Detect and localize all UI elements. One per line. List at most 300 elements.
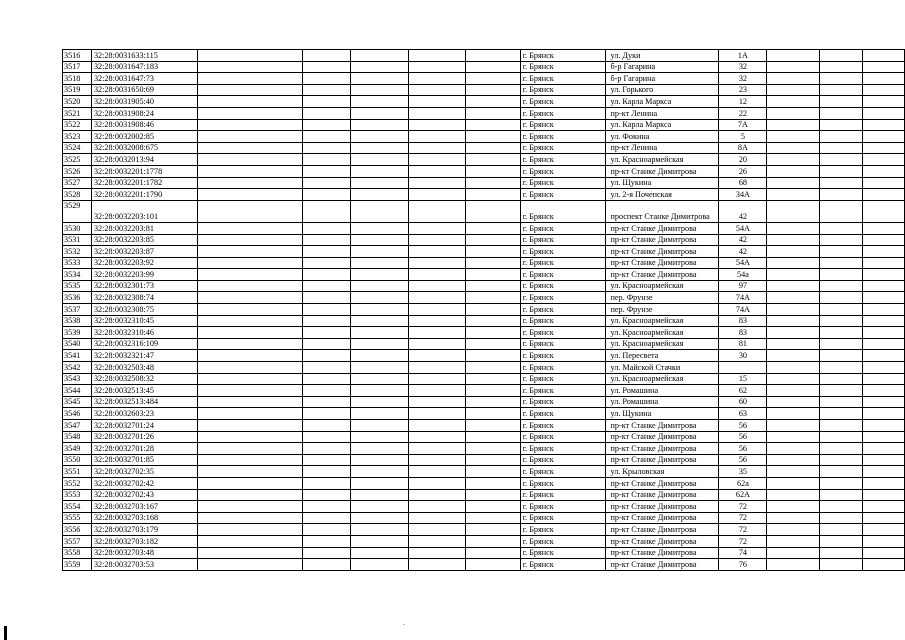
empty-cell: [767, 280, 820, 292]
street-cell: б-р Гагарина: [605, 61, 719, 73]
house-number-cell: 74А: [719, 292, 767, 304]
empty-cell: [409, 189, 466, 201]
row-number-cell: 3549: [63, 443, 92, 455]
empty-cell: [409, 443, 466, 455]
cadastral-number-cell: 32:28:0032301:73: [91, 280, 197, 292]
empty-cell: [197, 431, 303, 443]
empty-cell: [409, 292, 466, 304]
empty-cell: [303, 547, 351, 559]
cadastral-number-cell: 32:28:0032002:85: [91, 131, 197, 143]
empty-cell: [303, 327, 351, 339]
empty-cell: [820, 512, 863, 524]
house-number-cell: [719, 362, 767, 374]
row-number-cell: 3545: [63, 396, 92, 408]
empty-cell: [409, 107, 466, 119]
street-cell: пр-кт Станке Димитрова: [605, 246, 719, 258]
city-cell: г. Брянск: [520, 246, 605, 258]
empty-cell: [409, 338, 466, 350]
empty-cell: [465, 547, 520, 559]
row-number-cell: 3559: [63, 559, 92, 571]
city-cell: г. Брянск: [520, 222, 605, 234]
empty-cell: [409, 119, 466, 131]
street-cell: ул. Красноармейская: [605, 338, 719, 350]
empty-cell: [351, 559, 409, 571]
cadastral-number-cell: 32:28:0032701:28: [91, 443, 197, 455]
street-cell: пр-кт Станке Димитрова: [605, 489, 719, 501]
street-cell: пр-кт Станке Димитрова: [605, 234, 719, 246]
street-cell: ул. Карла Маркса: [605, 96, 719, 108]
empty-cell: [197, 396, 303, 408]
table-row: [63, 396, 905, 408]
city-cell: г. Брянск: [520, 84, 605, 96]
empty-cell: [303, 280, 351, 292]
house-number-cell: 72: [719, 524, 767, 536]
empty-cell: [820, 107, 863, 119]
street-cell: пр-кт Станке Димитрова: [605, 535, 719, 547]
empty-cell: [351, 512, 409, 524]
empty-cell: [767, 107, 820, 119]
empty-cell: [820, 269, 863, 281]
table-row: [63, 373, 905, 385]
house-number-cell: 56: [719, 443, 767, 455]
house-number-cell: 7А: [719, 119, 767, 131]
empty-cell: [351, 200, 409, 222]
empty-cell: [863, 315, 905, 327]
empty-cell: [767, 189, 820, 201]
row-number-cell: 3556: [63, 524, 92, 536]
empty-cell: [303, 61, 351, 73]
street-cell: ул. Крыловская: [605, 466, 719, 478]
empty-cell: [820, 234, 863, 246]
house-number-cell: 62А: [719, 489, 767, 501]
table-row: [63, 142, 905, 154]
empty-cell: [767, 327, 820, 339]
empty-cell: [409, 431, 466, 443]
empty-cell: [409, 489, 466, 501]
city-cell: г. Брянск: [520, 61, 605, 73]
empty-cell: [303, 292, 351, 304]
house-number-cell: 35: [719, 466, 767, 478]
table-row: [63, 304, 905, 316]
empty-cell: [767, 547, 820, 559]
empty-cell: [820, 257, 863, 269]
row-number-cell: 3517: [63, 61, 92, 73]
empty-cell: [197, 338, 303, 350]
empty-cell: [863, 338, 905, 350]
empty-cell: [197, 61, 303, 73]
empty-cell: [767, 257, 820, 269]
empty-cell: [409, 154, 466, 166]
empty-cell: [303, 535, 351, 547]
empty-cell: [351, 61, 409, 73]
empty-cell: [351, 119, 409, 131]
cadastral-number-cell: 32:28:0031647:183: [91, 61, 197, 73]
empty-cell: [767, 396, 820, 408]
empty-cell: [820, 200, 863, 222]
cadastral-number-cell: 32:28:0032603:23: [91, 408, 197, 420]
empty-cell: [409, 385, 466, 397]
house-number-cell: 20: [719, 154, 767, 166]
empty-cell: [465, 431, 520, 443]
empty-cell: [863, 165, 905, 177]
street-cell: ул. 2-я Почепская: [605, 189, 719, 201]
street-cell: пр-кт Станке Димитрова: [605, 431, 719, 443]
empty-cell: [820, 280, 863, 292]
empty-cell: [863, 420, 905, 432]
empty-cell: [820, 396, 863, 408]
table-row: [63, 107, 905, 119]
house-number-cell: 15: [719, 373, 767, 385]
empty-cell: [351, 142, 409, 154]
house-number-cell: 42: [719, 200, 767, 222]
cadastral-number-cell: 32:28:0032508:32: [91, 373, 197, 385]
cadastral-number-cell: 32:28:0032703:53: [91, 559, 197, 571]
empty-cell: [465, 524, 520, 536]
cadastral-number-cell: 32:28:0032703:167: [91, 501, 197, 513]
empty-cell: [465, 269, 520, 281]
empty-cell: [465, 50, 520, 62]
empty-cell: [197, 165, 303, 177]
empty-cell: [303, 396, 351, 408]
cadastral-number-cell: 32:28:0032201:1790: [91, 189, 197, 201]
cadastral-number-cell: 32:28:0032203:101: [91, 200, 197, 222]
empty-cell: [409, 454, 466, 466]
empty-cell: [820, 477, 863, 489]
empty-cell: [351, 50, 409, 62]
cadastral-number-cell: 32:28:0032701:24: [91, 420, 197, 432]
table-row: [63, 327, 905, 339]
row-number-cell: 3522: [63, 119, 92, 131]
empty-cell: [863, 177, 905, 189]
row-number-cell: 3554: [63, 501, 92, 513]
cadastral-number-cell: 32:28:0032702:43: [91, 489, 197, 501]
table-row: [63, 222, 905, 234]
house-number-cell: 56: [719, 454, 767, 466]
empty-cell: [863, 396, 905, 408]
empty-cell: [820, 431, 863, 443]
empty-cell: [820, 524, 863, 536]
empty-cell: [863, 61, 905, 73]
empty-cell: [863, 443, 905, 455]
street-cell: б-р Гагарина: [605, 73, 719, 85]
table-row: [63, 362, 905, 374]
cadastral-number-cell: 32:28:0032203:81: [91, 222, 197, 234]
empty-cell: [863, 131, 905, 143]
empty-cell: [197, 477, 303, 489]
empty-cell: [409, 408, 466, 420]
street-cell: ул. Ромашина: [605, 385, 719, 397]
empty-cell: [351, 269, 409, 281]
empty-cell: [465, 165, 520, 177]
city-cell: г. Брянск: [520, 107, 605, 119]
row-number-cell: 3547: [63, 420, 92, 432]
table-row: [63, 165, 905, 177]
table-row: [63, 50, 905, 62]
empty-cell: [820, 189, 863, 201]
empty-cell: [820, 246, 863, 258]
empty-cell: [351, 420, 409, 432]
empty-cell: [820, 154, 863, 166]
empty-cell: [409, 234, 466, 246]
empty-cell: [767, 315, 820, 327]
empty-cell: [409, 177, 466, 189]
empty-cell: [409, 257, 466, 269]
empty-cell: [197, 547, 303, 559]
empty-cell: [351, 304, 409, 316]
empty-cell: [303, 408, 351, 420]
row-number-cell: 3523: [63, 131, 92, 143]
empty-cell: [303, 96, 351, 108]
empty-cell: [465, 362, 520, 374]
empty-cell: [197, 489, 303, 501]
empty-cell: [863, 350, 905, 362]
house-number-cell: 72: [719, 512, 767, 524]
empty-cell: [767, 246, 820, 258]
street-cell: пр-кт Станке Димитрова: [605, 501, 719, 513]
empty-cell: [863, 512, 905, 524]
empty-cell: [351, 246, 409, 258]
street-cell: ул. Ромашина: [605, 396, 719, 408]
empty-cell: [767, 304, 820, 316]
empty-cell: [767, 420, 820, 432]
cadastral-number-cell: 32:28:0031908:46: [91, 119, 197, 131]
table-row: [63, 420, 905, 432]
empty-cell: [820, 466, 863, 478]
empty-cell: [303, 165, 351, 177]
row-number-cell: 3555: [63, 512, 92, 524]
empty-cell: [767, 292, 820, 304]
row-number-cell: 3536: [63, 292, 92, 304]
cadastral-number-cell: 32:28:0032203:99: [91, 269, 197, 281]
empty-cell: [767, 454, 820, 466]
house-number-cell: 42: [719, 246, 767, 258]
street-cell: ул. Горького: [605, 84, 719, 96]
house-number-cell: 63: [719, 408, 767, 420]
document-sheet: [62, 49, 905, 571]
empty-cell: [820, 385, 863, 397]
empty-cell: [197, 234, 303, 246]
cadastral-number-cell: 32:28:0032203:92: [91, 257, 197, 269]
cadastral-number-cell: 32:28:0032008:675: [91, 142, 197, 154]
empty-cell: [303, 269, 351, 281]
city-cell: г. Брянск: [520, 315, 605, 327]
empty-cell: [465, 200, 520, 222]
table-row: [63, 280, 905, 292]
city-cell: г. Брянск: [520, 154, 605, 166]
empty-cell: [820, 338, 863, 350]
table-row: [63, 338, 905, 350]
empty-cell: [351, 165, 409, 177]
empty-cell: [465, 512, 520, 524]
empty-cell: [465, 420, 520, 432]
empty-cell: [197, 131, 303, 143]
house-number-cell: 30: [719, 350, 767, 362]
empty-cell: [303, 200, 351, 222]
row-number-cell: 3540: [63, 338, 92, 350]
empty-cell: [863, 362, 905, 374]
street-cell: ул. Фокина: [605, 131, 719, 143]
street-cell: пр-кт Станке Димитрова: [605, 559, 719, 571]
empty-cell: [409, 559, 466, 571]
city-cell: г. Брянск: [520, 535, 605, 547]
empty-cell: [197, 535, 303, 547]
street-cell: пр-кт Станке Димитрова: [605, 257, 719, 269]
empty-cell: [863, 304, 905, 316]
city-cell: г. Брянск: [520, 119, 605, 131]
city-cell: г. Брянск: [520, 420, 605, 432]
street-cell: ул. Красноармейская: [605, 373, 719, 385]
empty-cell: [197, 524, 303, 536]
empty-cell: [409, 84, 466, 96]
house-number-cell: 74А: [719, 304, 767, 316]
empty-cell: [820, 96, 863, 108]
table-row: [63, 431, 905, 443]
street-cell: ул. Щукина: [605, 177, 719, 189]
street-cell: ул. Красноармейская: [605, 154, 719, 166]
row-number-cell: 3530: [63, 222, 92, 234]
empty-cell: [303, 338, 351, 350]
cadastral-number-cell: 32:28:0031905:40: [91, 96, 197, 108]
empty-cell: [409, 269, 466, 281]
table-body: [63, 50, 905, 571]
city-cell: г. Брянск: [520, 165, 605, 177]
empty-cell: [863, 559, 905, 571]
empty-cell: [351, 222, 409, 234]
empty-cell: [303, 131, 351, 143]
empty-cell: [303, 362, 351, 374]
empty-cell: [351, 96, 409, 108]
house-number-cell: 23: [719, 84, 767, 96]
empty-cell: [863, 96, 905, 108]
row-number-cell: 3532: [63, 246, 92, 258]
house-number-cell: 54а: [719, 269, 767, 281]
empty-cell: [409, 350, 466, 362]
row-number-cell: 3548: [63, 431, 92, 443]
city-cell: г. Брянск: [520, 177, 605, 189]
empty-cell: [351, 327, 409, 339]
empty-cell: [863, 189, 905, 201]
city-cell: г. Брянск: [520, 200, 605, 222]
empty-cell: [863, 269, 905, 281]
street-cell: пр-кт Станке Димитрова: [605, 165, 719, 177]
row-number-cell: 3550: [63, 454, 92, 466]
empty-cell: [465, 96, 520, 108]
cadastral-number-cell: 32:28:0032013:94: [91, 154, 197, 166]
empty-cell: [820, 489, 863, 501]
empty-cell: [197, 454, 303, 466]
cadastral-number-cell: 32:28:0032503:48: [91, 362, 197, 374]
empty-cell: [820, 292, 863, 304]
empty-cell: [863, 489, 905, 501]
empty-cell: [465, 73, 520, 85]
row-number-cell: 3531: [63, 234, 92, 246]
city-cell: г. Брянск: [520, 512, 605, 524]
empty-cell: [409, 142, 466, 154]
empty-cell: [197, 257, 303, 269]
row-number-cell: 3544: [63, 385, 92, 397]
cadastral-number-cell: 32:28:0032201:1778: [91, 165, 197, 177]
row-number-cell: 3551: [63, 466, 92, 478]
cadastral-number-cell: 32:28:0032308:74: [91, 292, 197, 304]
empty-cell: [303, 189, 351, 201]
street-cell: ул. Красноармейская: [605, 327, 719, 339]
empty-cell: [303, 84, 351, 96]
house-number-cell: 1А: [719, 50, 767, 62]
row-number-cell: 3552: [63, 477, 92, 489]
cadastral-number-cell: 32:28:0032310:45: [91, 315, 197, 327]
table-row: [63, 154, 905, 166]
table-row: [63, 315, 905, 327]
empty-cell: [303, 246, 351, 258]
empty-cell: [303, 50, 351, 62]
table-row: [63, 73, 905, 85]
empty-cell: [820, 142, 863, 154]
city-cell: г. Брянск: [520, 73, 605, 85]
empty-cell: [197, 559, 303, 571]
empty-cell: [863, 547, 905, 559]
empty-cell: [767, 362, 820, 374]
city-cell: г. Брянск: [520, 280, 605, 292]
row-number-cell: 3527: [63, 177, 92, 189]
empty-cell: [863, 73, 905, 85]
city-cell: г. Брянск: [520, 269, 605, 281]
empty-cell: [863, 234, 905, 246]
empty-cell: [863, 50, 905, 62]
empty-cell: [351, 315, 409, 327]
house-number-cell: 32: [719, 61, 767, 73]
empty-cell: [767, 489, 820, 501]
row-number-cell: 3557: [63, 535, 92, 547]
city-cell: г. Брянск: [520, 477, 605, 489]
empty-cell: [863, 280, 905, 292]
house-number-cell: 81: [719, 338, 767, 350]
table-row: [63, 234, 905, 246]
empty-cell: [767, 131, 820, 143]
empty-cell: [820, 408, 863, 420]
empty-cell: [197, 200, 303, 222]
empty-cell: [197, 362, 303, 374]
cadastral-number-cell: 32:28:0032513:484: [91, 396, 197, 408]
empty-cell: [767, 142, 820, 154]
street-cell: ул. Карла Маркса: [605, 119, 719, 131]
empty-cell: [465, 222, 520, 234]
empty-cell: [303, 154, 351, 166]
row-number-cell: 3542: [63, 362, 92, 374]
house-number-cell: 22: [719, 107, 767, 119]
city-cell: г. Брянск: [520, 466, 605, 478]
scan-edge-mark: [4, 626, 7, 640]
empty-cell: [465, 61, 520, 73]
empty-cell: [465, 466, 520, 478]
empty-cell: [303, 257, 351, 269]
row-number-cell: 3525: [63, 154, 92, 166]
empty-cell: [303, 222, 351, 234]
table-row: [63, 477, 905, 489]
empty-cell: [465, 477, 520, 489]
empty-cell: [303, 350, 351, 362]
empty-cell: [409, 396, 466, 408]
empty-cell: [820, 165, 863, 177]
street-cell: пр-кт Станке Димитрова: [605, 269, 719, 281]
table-row: [63, 501, 905, 513]
empty-cell: [820, 350, 863, 362]
empty-cell: [197, 280, 303, 292]
empty-cell: [767, 119, 820, 131]
city-cell: г. Брянск: [520, 501, 605, 513]
empty-cell: [820, 50, 863, 62]
empty-cell: [465, 246, 520, 258]
street-cell: ул. Дуки: [605, 50, 719, 62]
